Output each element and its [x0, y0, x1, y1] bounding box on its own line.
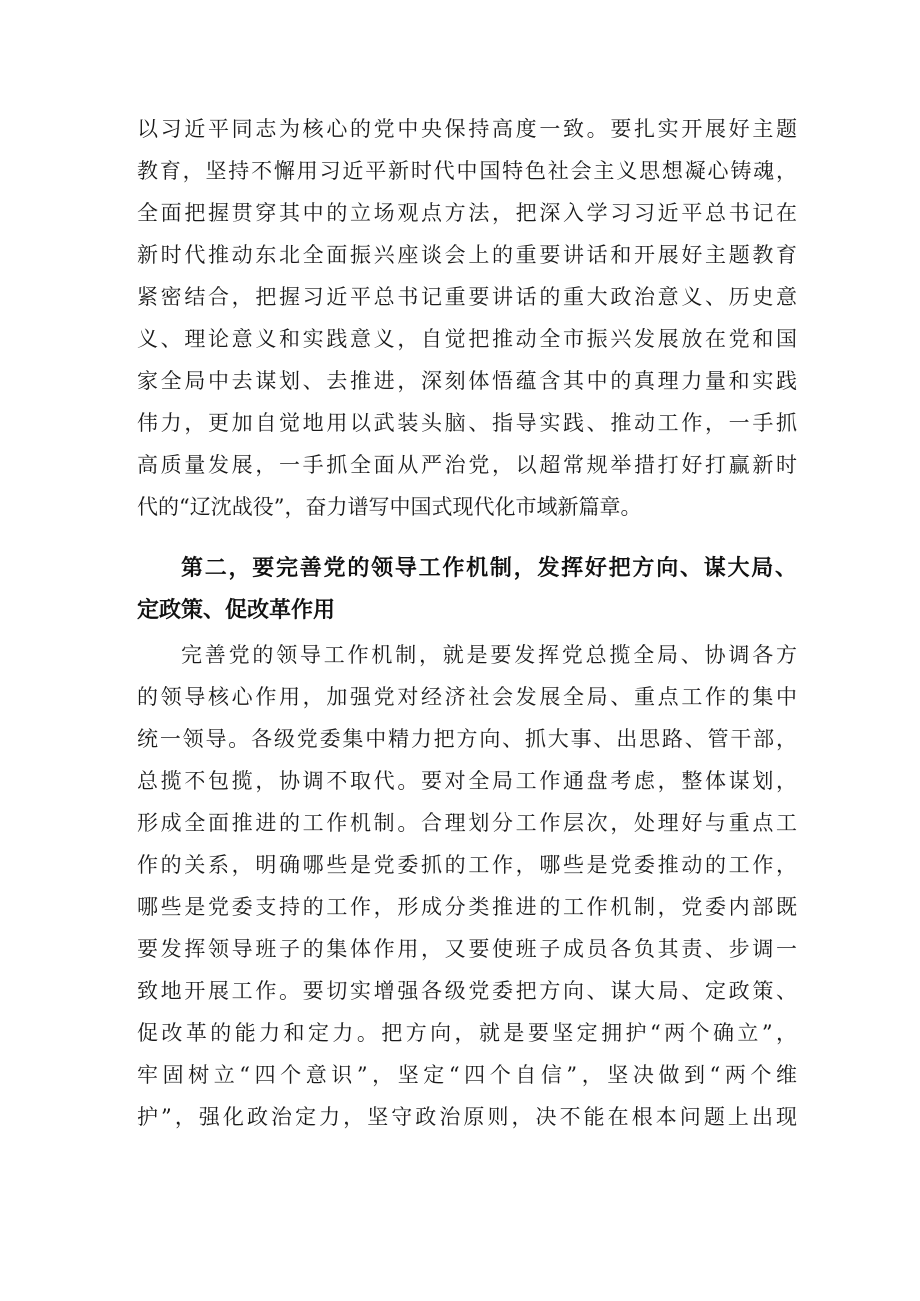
text-line: 哪些是党委支持的工作，形成分类推进的工作机制，党委内部既 — [137, 895, 797, 919]
heading-line: 定政策、促改革作用 — [137, 598, 336, 623]
text-line: 致地开展工作。要切实增强各级党委把方向、谋大局、定政策、 — [137, 979, 797, 1003]
heading-line: 第二，要完善党的领导工作机制，发挥好把方向、谋大局、 — [181, 556, 797, 581]
text-line: 义、理论意义和实践意义，自觉把推动全市振兴发展放在党和国 — [137, 327, 797, 351]
text-line: 教育，坚持不懈用习近平新时代中国特色社会主义思想凝心铸魂， — [137, 159, 797, 183]
text-line: 护”，强化政治定力，坚守政治原则，决不能在根本问题上出现 — [137, 1105, 797, 1129]
text-line: 新时代推动东北全面振兴座谈会上的重要讲话和开展好主题教育 — [137, 243, 797, 267]
paragraph-continued — [137, 108, 797, 528]
text-line: 促改革的能力和定力。把方向，就是要坚定拥护“两个确立”， — [137, 1021, 797, 1045]
text-line: 统一领导。各级党委集中精力把方向、抓大事、出思路、管干部， — [137, 727, 797, 751]
section-heading — [137, 548, 797, 632]
text-line: 家全局中去谋划、去推进，深刻体悟蕴含其中的真理力量和实践 — [137, 369, 797, 393]
text-line: 要发挥领导班子的集体作用，又要使班子成员各负其责、步调一 — [137, 937, 797, 961]
text-line: 代的“辽沈战役”，奋力谱写中国式现代化市域新篇章。 — [137, 495, 642, 519]
text-line: 以习近平同志为核心的党中央保持高度一致。要扎实开展好主题 — [137, 117, 797, 141]
text-line: 伟力，更加自觉地用以武装头脑、指导实践、推动工作，一手抓 — [137, 411, 797, 435]
text-line: 高质量发展，一手抓全面从严治党，以超常规举措打好打赢新时 — [137, 453, 797, 477]
text-line: 紧密结合，把握习近平总书记重要讲话的重大政治意义、历史意 — [137, 285, 797, 309]
text-line: 的领导核心作用，加强党对经济社会发展全局、重点工作的集中 — [137, 685, 797, 709]
text-line: 作的关系，明确哪些是党委抓的工作，哪些是党委推动的工作， — [137, 853, 797, 877]
paragraph-body — [137, 634, 797, 1138]
text-line: 总揽不包揽，协调不取代。要对全局工作通盘考虑，整体谋划， — [137, 769, 797, 793]
text-line: 形成全面推进的工作机制。合理划分工作层次，处理好与重点工 — [137, 811, 797, 835]
text-line: 完善党的领导工作机制，就是要发挥党总揽全局、协调各方 — [181, 643, 797, 667]
text-line: 全面把握贯穿其中的立场观点方法，把深入学习习近平总书记在 — [137, 201, 797, 225]
text-line: 牢固树立“四个意识”，坚定“四个自信”，坚决做到“两个维 — [137, 1063, 797, 1087]
